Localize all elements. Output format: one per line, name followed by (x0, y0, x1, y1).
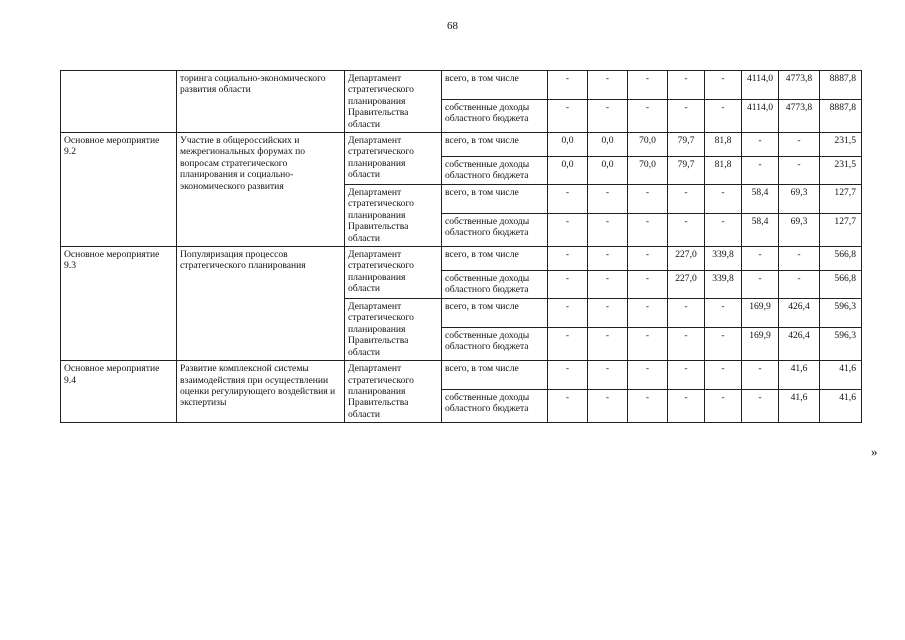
table-row (61, 133, 862, 157)
total-value-cell: 566,8 (820, 247, 862, 271)
year-value-cell: - (705, 185, 742, 214)
funding-source-cell: собственные доходы областного бюджета (442, 213, 548, 246)
year-value-cell: - (705, 71, 742, 100)
total-value-cell: 566,8 (820, 271, 862, 299)
year-value-cell: 79,7 (668, 133, 705, 157)
funding-source-cell: собственные доходы областного бюджета (442, 271, 548, 299)
funding-source-cell: всего, в том числе (442, 247, 548, 271)
total-value-cell: 127,7 (820, 213, 862, 246)
year-value-cell: 169,9 (742, 299, 779, 328)
year-value-cell: 339,8 (705, 247, 742, 271)
year-value-cell: 227,0 (668, 247, 705, 271)
year-value-cell: - (588, 327, 628, 360)
year-value-cell: - (548, 185, 588, 214)
budget-table (60, 70, 862, 423)
year-value-cell: - (628, 99, 668, 132)
year-value-cell: - (668, 299, 705, 328)
year-value-cell: - (588, 361, 628, 390)
year-value-cell: - (668, 361, 705, 390)
year-value-cell: 4773,8 (779, 99, 820, 132)
activity-cell (61, 71, 177, 133)
year-value-cell: 70,0 (628, 157, 668, 185)
year-value-cell: - (705, 299, 742, 328)
year-value-cell: 4773,8 (779, 71, 820, 100)
year-value-cell: - (548, 271, 588, 299)
funding-source-cell: всего, в том числе (442, 299, 548, 328)
year-value-cell: 339,8 (705, 271, 742, 299)
funding-source-cell: собственные доходы областного бюджета (442, 157, 548, 185)
total-value-cell: 231,5 (820, 133, 862, 157)
total-value-cell: 596,3 (820, 299, 862, 328)
year-value-cell: - (588, 247, 628, 271)
year-value-cell: 58,4 (742, 213, 779, 246)
year-value-cell: - (628, 361, 668, 390)
budget-table-body (61, 71, 862, 423)
department-cell: Департамент стратегического планирования Правительства области (345, 71, 442, 133)
year-value-cell: - (779, 157, 820, 185)
year-value-cell: - (628, 271, 668, 299)
department-cell: Департамент стратегического планирования Правительства области (345, 185, 442, 247)
year-value-cell: - (548, 361, 588, 390)
page-number: 68 (447, 20, 458, 32)
year-value-cell: 169,9 (742, 327, 779, 360)
funding-source-cell: всего, в том числе (442, 133, 548, 157)
year-value-cell: 426,4 (779, 299, 820, 328)
table-row (61, 247, 862, 271)
description-cell: Участие в общероссийских и межрегиональных форумах по вопросам стратегического планирования и социально-экономического развития (177, 133, 345, 247)
activity-cell: Основное мероприятие 9.2 (61, 133, 177, 247)
year-value-cell: - (548, 327, 588, 360)
year-value-cell: 0,0 (588, 133, 628, 157)
year-value-cell: - (779, 271, 820, 299)
funding-source-cell: всего, в том числе (442, 361, 548, 390)
year-value-cell: - (548, 71, 588, 100)
year-value-cell: - (742, 157, 779, 185)
total-value-cell: 8887,8 (820, 71, 862, 100)
year-value-cell: - (628, 389, 668, 422)
year-value-cell: 0,0 (548, 133, 588, 157)
year-value-cell: - (548, 389, 588, 422)
year-value-cell: - (742, 389, 779, 422)
year-value-cell: - (588, 185, 628, 214)
year-value-cell: - (742, 361, 779, 390)
year-value-cell: 0,0 (588, 157, 628, 185)
year-value-cell: - (705, 99, 742, 132)
year-value-cell: - (742, 247, 779, 271)
year-value-cell: 227,0 (668, 271, 705, 299)
year-value-cell: - (628, 71, 668, 100)
year-value-cell: 426,4 (779, 327, 820, 360)
department-cell: Департамент стратегического планирования Правительства области (345, 299, 442, 361)
year-value-cell: - (588, 71, 628, 100)
total-value-cell: 41,6 (820, 361, 862, 390)
year-value-cell: - (742, 133, 779, 157)
year-value-cell: - (705, 327, 742, 360)
year-value-cell: - (668, 213, 705, 246)
year-value-cell: 4114,0 (742, 99, 779, 132)
year-value-cell: 58,4 (742, 185, 779, 214)
funding-source-cell: собственные доходы областного бюджета (442, 99, 548, 132)
department-cell: Департамент стратегического планирования области (345, 247, 442, 299)
year-value-cell: - (588, 299, 628, 328)
year-value-cell: - (742, 271, 779, 299)
year-value-cell: - (668, 99, 705, 132)
year-value-cell: - (628, 247, 668, 271)
funding-source-cell: собственные доходы областного бюджета (442, 327, 548, 360)
year-value-cell: - (588, 213, 628, 246)
table-row (61, 361, 862, 390)
year-value-cell: 79,7 (668, 157, 705, 185)
year-value-cell: - (588, 271, 628, 299)
department-cell: Департамент стратегического планирования Правительства области (345, 361, 442, 423)
continuation-mark: » (871, 444, 878, 459)
year-value-cell: - (668, 185, 705, 214)
total-value-cell: 596,3 (820, 327, 862, 360)
year-value-cell: - (779, 133, 820, 157)
year-value-cell: 69,3 (779, 213, 820, 246)
year-value-cell: - (628, 327, 668, 360)
year-value-cell: 4114,0 (742, 71, 779, 100)
year-value-cell: - (705, 389, 742, 422)
funding-source-cell: всего, в том числе (442, 185, 548, 214)
year-value-cell: - (779, 247, 820, 271)
description-cell: Популяризация процессов стратегического планирования (177, 247, 345, 361)
year-value-cell: - (548, 99, 588, 132)
total-value-cell: 127,7 (820, 185, 862, 214)
year-value-cell: - (705, 361, 742, 390)
year-value-cell: - (668, 71, 705, 100)
year-value-cell: - (668, 327, 705, 360)
department-cell: Департамент стратегического планирования области (345, 133, 442, 185)
total-value-cell: 8887,8 (820, 99, 862, 132)
activity-cell: Основное мероприятие 9.4 (61, 361, 177, 423)
year-value-cell: - (548, 213, 588, 246)
total-value-cell: 41,6 (820, 389, 862, 422)
year-value-cell: 69,3 (779, 185, 820, 214)
year-value-cell: - (628, 213, 668, 246)
year-value-cell: 81,8 (705, 157, 742, 185)
year-value-cell: - (588, 389, 628, 422)
description-cell: Развитие комплексной системы взаимодействия при осуществлении оценки регулирующего воздействия и экспертизы (177, 361, 345, 423)
year-value-cell: 70,0 (628, 133, 668, 157)
year-value-cell: 41,6 (779, 361, 820, 390)
year-value-cell: 0,0 (548, 157, 588, 185)
year-value-cell: - (668, 389, 705, 422)
table-row (61, 71, 862, 100)
year-value-cell: - (628, 299, 668, 328)
activity-cell: Основное мероприятие 9.3 (61, 247, 177, 361)
year-value-cell: - (548, 299, 588, 328)
description-cell: торинга социально-экономического развития области (177, 71, 345, 133)
year-value-cell: - (705, 213, 742, 246)
total-value-cell: 231,5 (820, 157, 862, 185)
year-value-cell: 41,6 (779, 389, 820, 422)
funding-source-cell: собственные доходы областного бюджета (442, 389, 548, 422)
year-value-cell: - (628, 185, 668, 214)
year-value-cell: - (588, 99, 628, 132)
year-value-cell: - (548, 247, 588, 271)
year-value-cell: 81,8 (705, 133, 742, 157)
funding-source-cell: всего, в том числе (442, 71, 548, 100)
